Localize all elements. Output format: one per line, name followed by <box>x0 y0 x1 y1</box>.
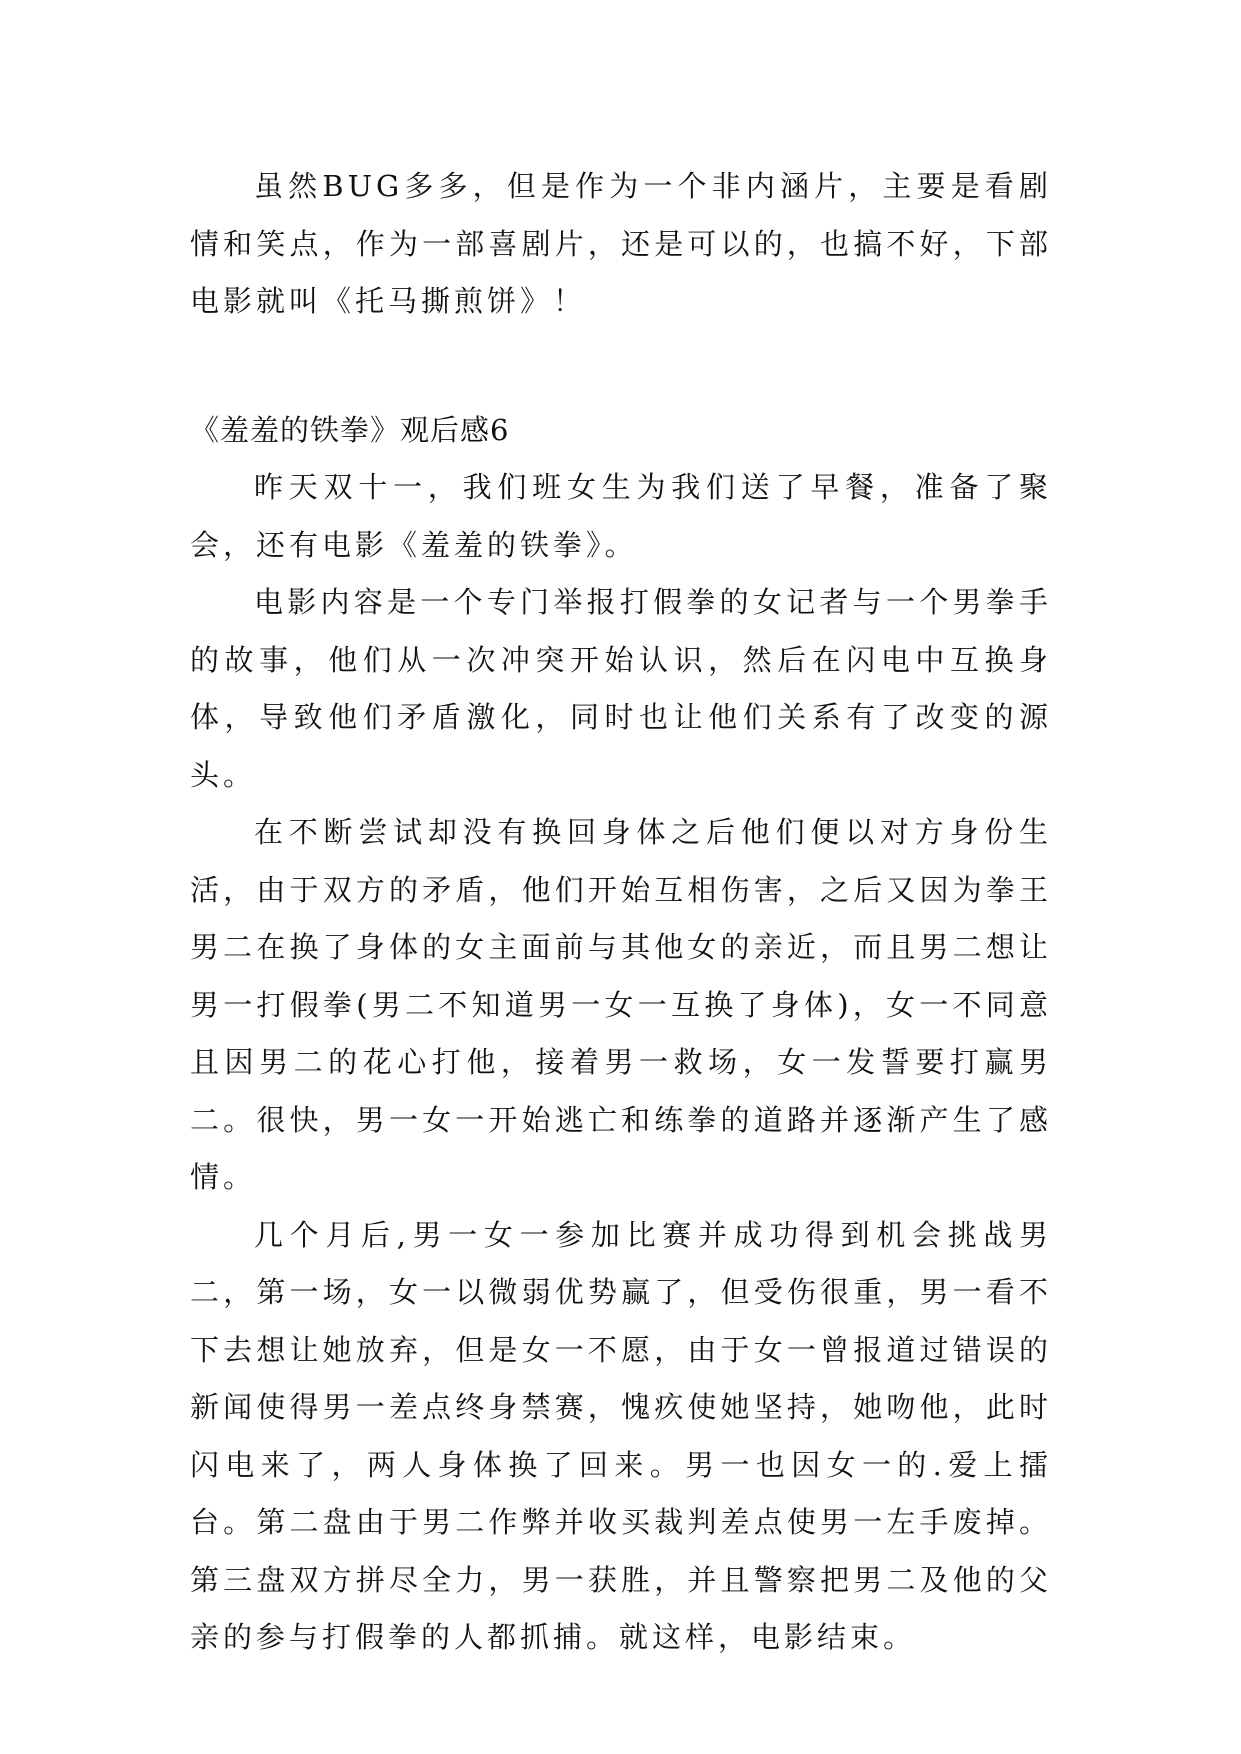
body-paragraph-4: 几个月后,男一女一参加比赛并成功得到机会挑战男二，第一场，女一以微弱优势赢了，但受伤很重，男一看不下去想让她放弃，但是女一不愿，由于女一曾报道过错误的新闻使得男一差点终身禁赛，愧疚使她坚持，她吻他，此时闪电来了，两人身体换了回来。男一也因女一的.爱上擂台。第二盘由于男二作弊并收买裁判差点使男一左手废掉。第三盘双方拼尽全力，男一获胜，并且警察把男二及他的父亲的参与打假拳的人都抓捕。就这样，电影结束。 <box>190 1217 1052 1654</box>
section-title: 《羞羞的铁拳》观后感6 <box>190 412 510 447</box>
body-paragraph-3: 在不断尝试却没有换回身体之后他们便以对方身份生活，由于双方的矛盾，他们开始互相伤害，之后又因为拳王男二在换了身体的女主面前与其他女的亲近，而且男二想让男一打假拳(男二不知道男一女一互换了身体)，女一不同意且因男二的花心打他，接着男一救场，女一发誓要打赢男二。很快，男一女一开始逃亡和练拳的道路并逐渐产生了感情。 <box>190 815 1052 1194</box>
intro-paragraph: 虽然BUG多多，但是作为一个非内涵片，主要是看剧情和笑点，作为一部喜剧片，还是可以的，也搞不好，下部电影就叫《托马撕煎饼》！ <box>190 169 1052 318</box>
body-paragraph-1: 昨天双十一，我们班女生为我们送了早餐，准备了聚会，还有电影《羞羞的铁拳》。 <box>190 470 1052 562</box>
document-body <box>190 158 1052 1667</box>
body-paragraph-2: 电影内容是一个专门举报打假拳的女记者与一个男拳手的故事，他们从一次冲突开始认识，然后在闪电中互换身体，导致他们矛盾激化，同时也让他们关系有了改变的源头。 <box>190 585 1052 792</box>
